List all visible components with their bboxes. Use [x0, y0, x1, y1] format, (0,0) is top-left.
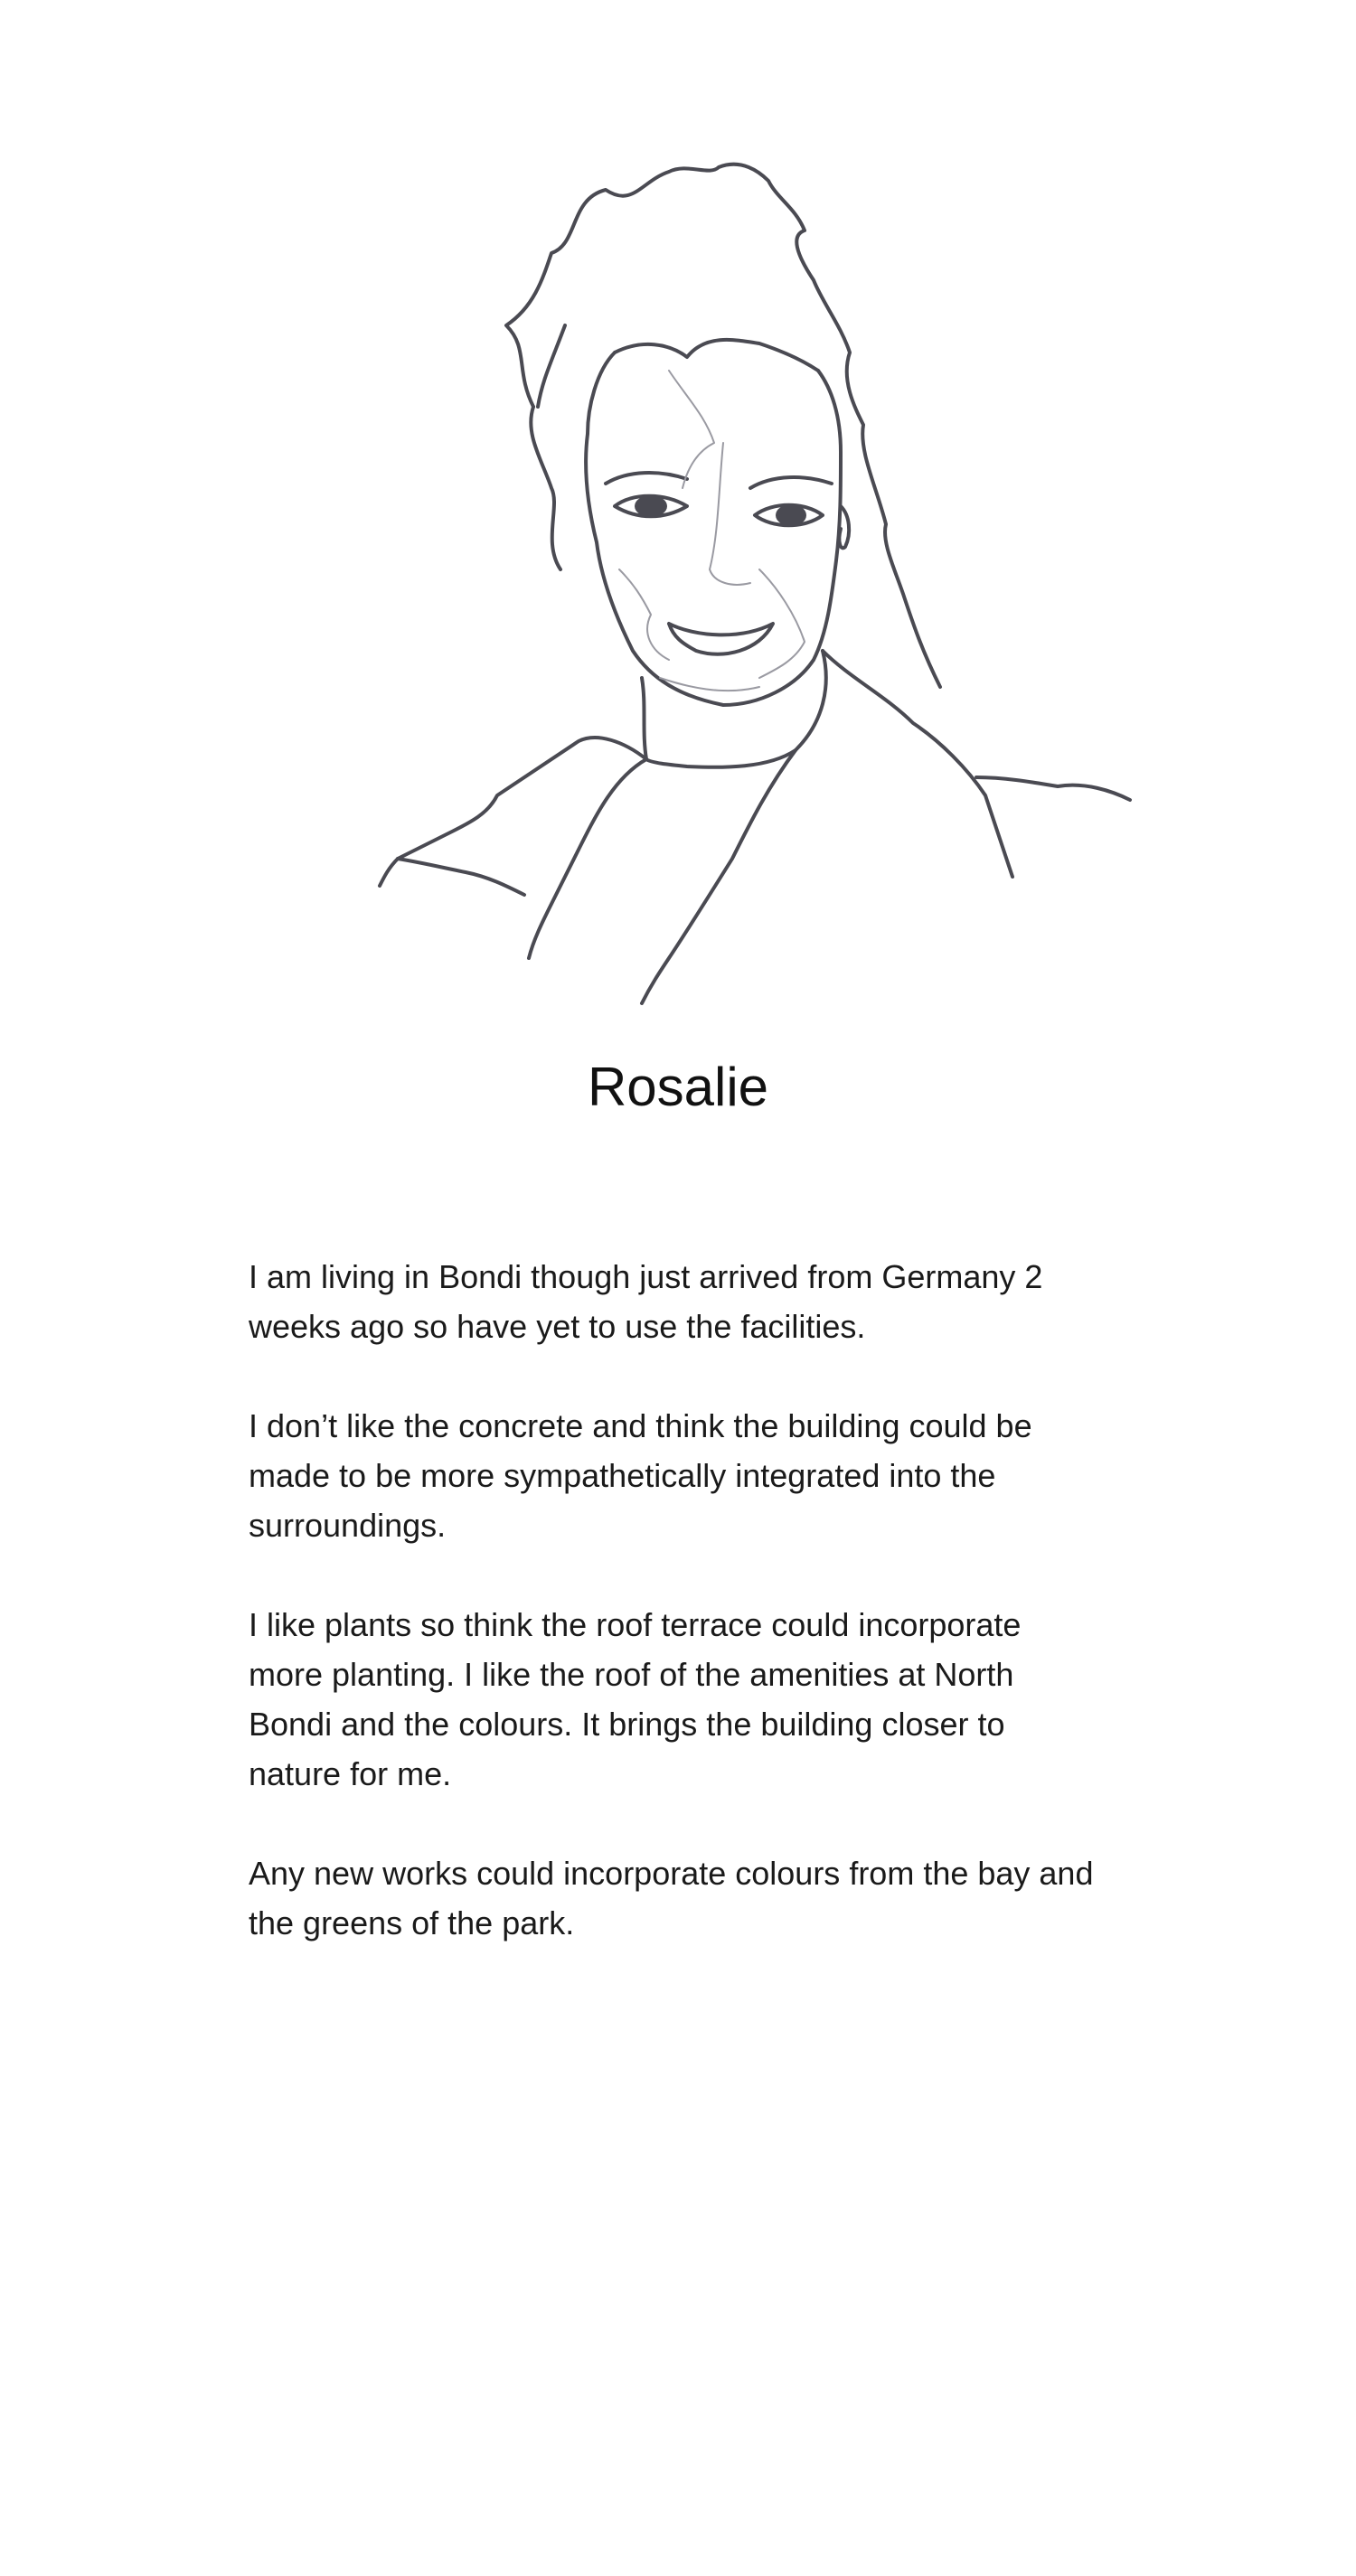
neck-left [642, 678, 646, 759]
cheek-shading-right [759, 569, 805, 678]
right-pupil [776, 504, 806, 526]
portrait-sketch-icon [217, 145, 1139, 1012]
hair-left-strand [538, 325, 565, 407]
hair-inner [531, 407, 560, 569]
right-brow [750, 477, 832, 488]
left-brow [606, 473, 687, 484]
hair-outline [506, 165, 940, 687]
person-name: Rosalie [587, 1057, 769, 1117]
mouth [669, 624, 773, 654]
statement-body [249, 1252, 1103, 1998]
left-pupil [635, 495, 667, 517]
statement-paragraph: I like plants so think the roof terrace could incorporate more planting. I like the roof of the amenities at North Bondi and the colours. It brings the building closer to nature for me. [249, 1606, 1022, 1792]
face-outline [586, 353, 841, 705]
statement-paragraph: I am living in Bondi though just arrived from Germany 2 weeks ago so have yet to use the facilities. [249, 1258, 1043, 1345]
shoulder-right [823, 651, 1012, 877]
nose-line [710, 443, 750, 585]
statement-paragraph: Any new works could incorporate colours from the bay and the greens of the park. [249, 1855, 1094, 1941]
neck-right [646, 651, 826, 767]
jacket-left-lapel [529, 759, 646, 958]
portrait-drawing [217, 145, 1139, 1012]
jacket-left-edge [398, 859, 524, 895]
statement-paragraph: I don’t like the concrete and think the building could be made to be more sympathetically integrated into the surroundings. [249, 1407, 1032, 1544]
cheek-shading-left [619, 569, 669, 660]
forehead-shading [669, 371, 714, 488]
jacket-center [642, 750, 796, 1003]
shoulder-right-extend [976, 777, 1130, 800]
forehead-line [615, 340, 818, 371]
